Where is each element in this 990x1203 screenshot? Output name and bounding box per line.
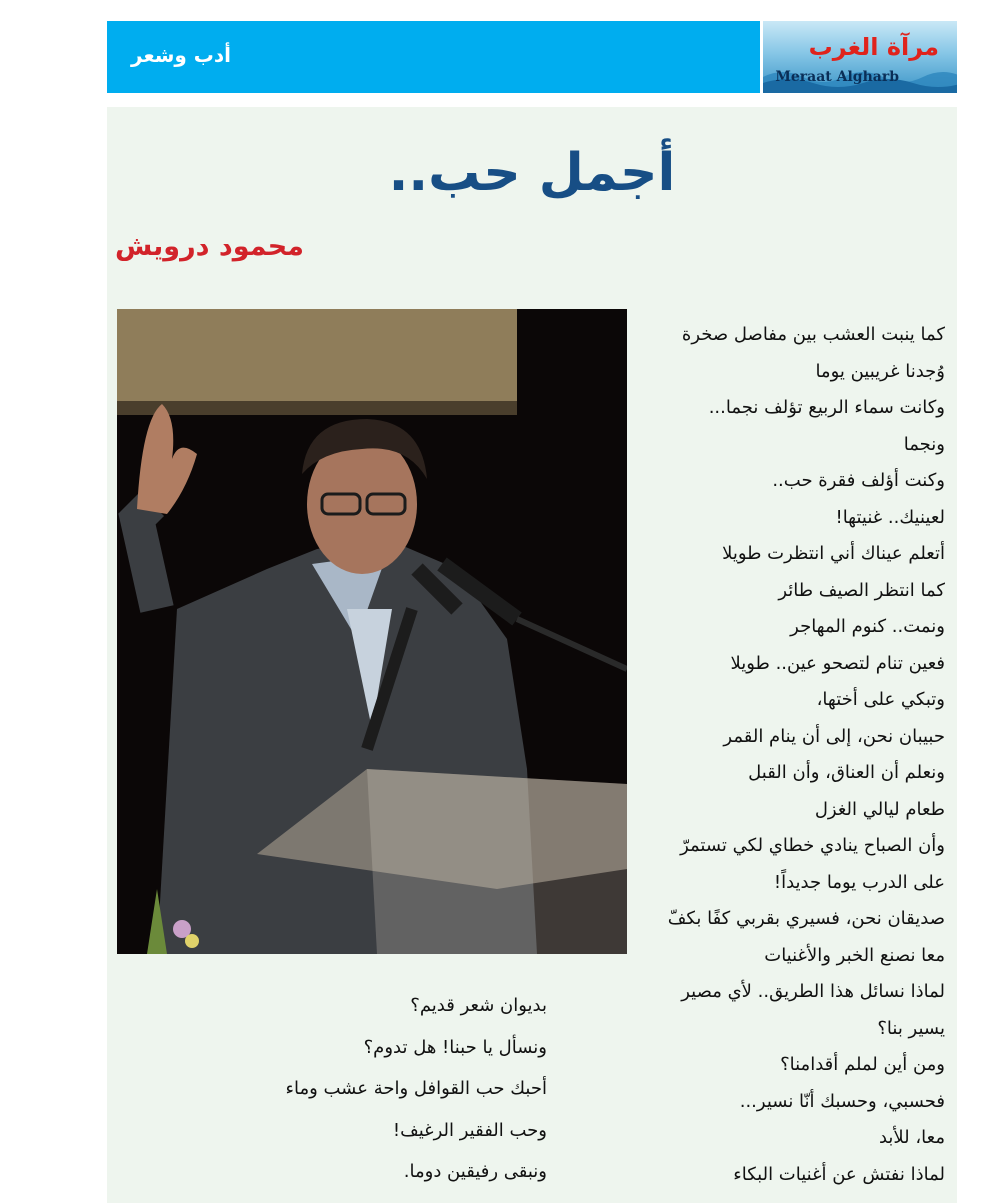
page-title: أجمل حب.. [388, 143, 676, 203]
poem-line: ونعلم أن العناق، وأن القبل [748, 762, 945, 783]
poem-line: كما ينبت العشب بين مفاصل صخرة [681, 324, 945, 345]
poem-line: كما انتظر الصيف طائر [778, 579, 945, 601]
poem-line: يسير بنا؟ [877, 1017, 945, 1039]
poem-line: لعينيك.. غنيتها! [835, 506, 945, 528]
poem-line: صديقان نحن، فسيري بقربي كفًا بكفّ [667, 908, 945, 929]
poem-line: وكانت سماء الربيع تؤلف نجما... [708, 397, 945, 418]
poem-line: معا، للأبد [878, 1127, 945, 1148]
poem-line: أتعلم عيناك أني انتظرت طويلا [722, 543, 945, 564]
logo-english-text: Meraat Algharb [775, 69, 899, 85]
poem-line: بديوان شعر قديم؟ [410, 995, 547, 1016]
poem-line: ومن أين لملم أقدامنا؟ [780, 1054, 945, 1075]
poem-line: وحب الفقير الرغيف! [392, 1119, 547, 1141]
magazine-logo [763, 21, 957, 93]
poem-line: ونسأل يا حبنا! هل تدوم؟ [363, 1036, 547, 1058]
poem-line: معا نصنع الخبر والأغنيات [764, 944, 945, 966]
poem-line: أحبك حب القوافل واحة عشب وماء [285, 1078, 547, 1099]
article-panel [107, 107, 957, 1203]
poem-line: حبيبان نحن، إلى أن ينام القمر [723, 725, 945, 747]
section-header [107, 21, 957, 93]
logo-arabic-text: مرآة الغرب [808, 33, 939, 61]
author-name: محمود درويش [115, 231, 304, 262]
poem-line: فعين تنام لتصحو عين.. طويلا [730, 652, 945, 674]
poet-photo [117, 309, 627, 954]
poem-line: وُجدنا غريبين يوما [815, 360, 945, 382]
poem-line: ونبقى رفيقين دوما. [403, 1161, 547, 1182]
poem-line: لماذا نسائل هذا الطريق.. لأي مصير [681, 981, 945, 1002]
poem-line: على الدرب يوما جديداً! [773, 871, 945, 893]
poem-line: وتبكي على أختها، [816, 689, 945, 710]
poem-right-column [605, 317, 945, 1193]
poem-line: ونمت.. كنوم المهاجر [790, 616, 945, 637]
poem-line: ونجما [903, 433, 945, 455]
poem-line: وكنت أؤلف فقرة حب.. [772, 470, 945, 491]
poem-line: طعام ليالي الغزل [814, 798, 945, 820]
poem-line: فحسبي، وحسبك أنّا نسير... [739, 1090, 945, 1112]
poem-left-column [277, 985, 547, 1193]
section-title: أدب وشعر [131, 43, 232, 67]
poem-line: لماذا نفتش عن أغنيات البكاء [733, 1163, 945, 1185]
poem-line: وأن الصباح ينادي خطاي لكي تستمرّ [680, 835, 945, 856]
